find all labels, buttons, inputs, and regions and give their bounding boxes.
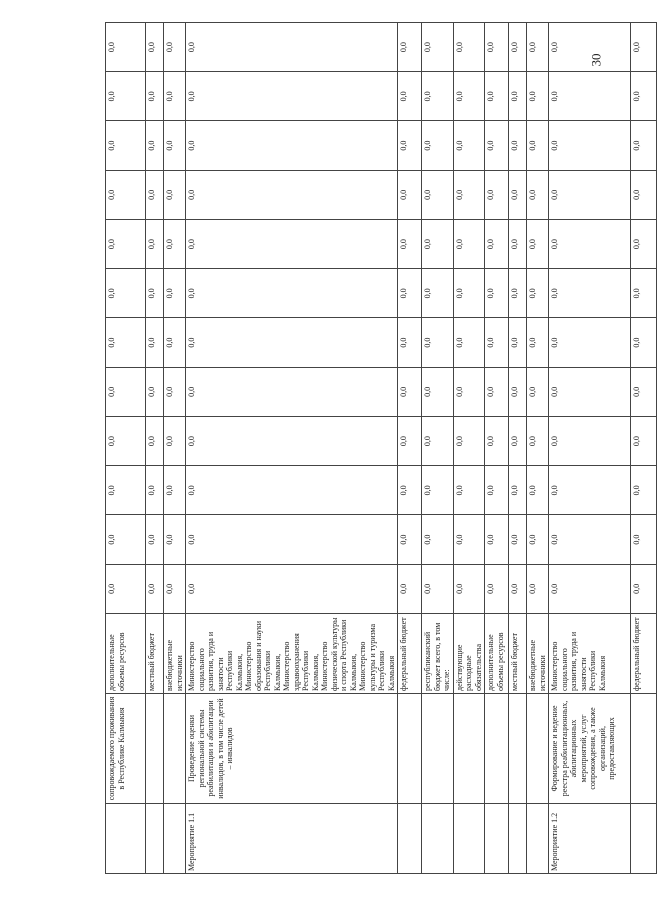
value-cell: 0,0	[631, 269, 657, 318]
value-cell: 0,0	[146, 367, 164, 416]
value-cell: 0,0	[631, 170, 657, 219]
value-cell: 0,0	[631, 367, 657, 416]
value-cell: 0,0	[146, 72, 164, 121]
value-cell: 0,0	[453, 417, 485, 466]
executor-source-cell: Министерство социального развития, труда и занятости Республики Калмыкия	[549, 614, 631, 694]
value-cell: 0,0	[485, 318, 509, 367]
event-cell	[422, 804, 454, 874]
value-cell: 0,0	[485, 170, 509, 219]
value-cell: 0,0	[509, 72, 527, 121]
value-cell: 0,0	[631, 72, 657, 121]
executor-source-cell: федеральный бюджет	[631, 614, 657, 694]
value-cell: 0,0	[186, 318, 398, 367]
value-cell: 0,0	[509, 417, 527, 466]
value-cell: 0,0	[509, 515, 527, 564]
value-cell: 0,0	[509, 23, 527, 72]
value-cell: 0,0	[453, 515, 485, 564]
executor-source-cell: действующие расходные обязательства	[453, 614, 485, 694]
event-cell	[106, 804, 146, 874]
executor-source-cell: местный бюджет	[146, 614, 164, 694]
value-cell: 0,0	[398, 170, 422, 219]
value-cell: 0,0	[549, 318, 631, 367]
value-cell: 0,0	[146, 417, 164, 466]
value-cell: 0,0	[509, 367, 527, 416]
value-cell: 0,0	[164, 269, 186, 318]
event-cell	[398, 804, 422, 874]
value-cell: 0,0	[422, 564, 454, 613]
value-cell: 0,0	[106, 564, 146, 613]
description-cell: Формирование и ведение реестра реабилитационных, абилитационных мероприятий, услуг сопровождения, а также организаций, предоставляющих	[549, 694, 631, 804]
table-row	[631, 23, 657, 874]
value-cell: 0,0	[186, 220, 398, 269]
value-cell: 0,0	[631, 318, 657, 367]
value-cell: 0,0	[453, 367, 485, 416]
value-cell: 0,0	[485, 466, 509, 515]
value-cell: 0,0	[398, 417, 422, 466]
value-cell: 0,0	[527, 269, 549, 318]
value-cell: 0,0	[549, 121, 631, 170]
description-cell	[453, 694, 485, 804]
value-cell: 0,0	[398, 23, 422, 72]
value-cell: 0,0	[527, 121, 549, 170]
value-cell: 0,0	[422, 220, 454, 269]
executor-source-cell: дополнительные объемы ресурсов	[485, 614, 509, 694]
value-cell: 0,0	[398, 72, 422, 121]
value-cell: 0,0	[527, 417, 549, 466]
value-cell: 0,0	[146, 318, 164, 367]
value-cell: 0,0	[453, 269, 485, 318]
event-cell	[146, 804, 164, 874]
description-cell	[631, 694, 657, 804]
value-cell: 0,0	[485, 367, 509, 416]
description-cell: Проведение оценки региональной системы реабилитации и абилитации инвалидов, в том числе детей – инвалидов	[186, 694, 398, 804]
value-cell: 0,0	[453, 170, 485, 219]
value-cell: 0,0	[164, 170, 186, 219]
value-cell: 0,0	[453, 564, 485, 613]
value-cell: 0,0	[549, 23, 631, 72]
value-cell: 0,0	[106, 121, 146, 170]
value-cell: 0,0	[422, 466, 454, 515]
value-cell: 0,0	[164, 23, 186, 72]
table-row	[527, 23, 549, 874]
table-row	[186, 23, 398, 874]
value-cell: 0,0	[631, 466, 657, 515]
value-cell: 0,0	[509, 121, 527, 170]
value-cell: 0,0	[164, 515, 186, 564]
table-row	[509, 23, 527, 874]
value-cell: 0,0	[509, 318, 527, 367]
table-row	[146, 23, 164, 874]
value-cell: 0,0	[186, 466, 398, 515]
value-cell: 0,0	[631, 515, 657, 564]
value-cell: 0,0	[106, 515, 146, 564]
event-cell: Мероприятие 1.1	[186, 804, 398, 874]
table-row	[164, 23, 186, 874]
executor-source-cell: местный бюджет	[509, 614, 527, 694]
value-cell: 0,0	[422, 170, 454, 219]
value-cell: 0,0	[146, 170, 164, 219]
value-cell: 0,0	[485, 72, 509, 121]
value-cell: 0,0	[509, 466, 527, 515]
value-cell: 0,0	[106, 417, 146, 466]
value-cell: 0,0	[398, 121, 422, 170]
value-cell: 0,0	[527, 170, 549, 219]
value-cell: 0,0	[186, 515, 398, 564]
value-cell: 0,0	[485, 515, 509, 564]
value-cell: 0,0	[453, 220, 485, 269]
value-cell: 0,0	[631, 564, 657, 613]
executor-source-cell: дополнительные объемы ресурсов	[106, 614, 146, 694]
value-cell: 0,0	[485, 23, 509, 72]
value-cell: 0,0	[527, 220, 549, 269]
value-cell: 0,0	[146, 269, 164, 318]
value-cell: 0,0	[509, 220, 527, 269]
value-cell: 0,0	[509, 269, 527, 318]
value-cell: 0,0	[549, 515, 631, 564]
value-cell: 0,0	[527, 23, 549, 72]
table-row	[453, 23, 485, 874]
description-cell	[146, 694, 164, 804]
value-cell: 0,0	[485, 269, 509, 318]
value-cell: 0,0	[527, 466, 549, 515]
event-cell	[509, 804, 527, 874]
value-cell: 0,0	[146, 23, 164, 72]
value-cell: 0,0	[106, 466, 146, 515]
event-cell	[527, 804, 549, 874]
value-cell: 0,0	[164, 72, 186, 121]
table-row	[549, 23, 631, 874]
event-cell	[485, 804, 509, 874]
value-cell: 0,0	[549, 564, 631, 613]
value-cell: 0,0	[453, 466, 485, 515]
value-cell: 0,0	[527, 318, 549, 367]
value-cell: 0,0	[549, 417, 631, 466]
description-cell	[509, 694, 527, 804]
value-cell: 0,0	[549, 72, 631, 121]
value-cell: 0,0	[453, 23, 485, 72]
description-cell	[422, 694, 454, 804]
value-cell: 0,0	[422, 367, 454, 416]
value-cell: 0,0	[106, 269, 146, 318]
value-cell: 0,0	[398, 318, 422, 367]
description-cell	[164, 694, 186, 804]
value-cell: 0,0	[631, 417, 657, 466]
value-cell: 0,0	[106, 170, 146, 219]
value-cell: 0,0	[549, 269, 631, 318]
value-cell: 0,0	[422, 72, 454, 121]
value-cell: 0,0	[398, 564, 422, 613]
value-cell: 0,0	[527, 72, 549, 121]
executor-source-cell: внебюджетные источники	[527, 614, 549, 694]
value-cell: 0,0	[422, 417, 454, 466]
value-cell: 0,0	[164, 121, 186, 170]
value-cell: 0,0	[398, 269, 422, 318]
event-cell: Мероприятие 1.2	[549, 804, 631, 874]
value-cell: 0,0	[186, 269, 398, 318]
event-cell	[164, 804, 186, 874]
value-cell: 0,0	[453, 72, 485, 121]
event-cell	[631, 804, 657, 874]
description-cell	[527, 694, 549, 804]
description-cell	[485, 694, 509, 804]
value-cell: 0,0	[485, 121, 509, 170]
value-cell: 0,0	[485, 564, 509, 613]
value-cell: 0,0	[106, 23, 146, 72]
value-cell: 0,0	[509, 170, 527, 219]
value-cell: 0,0	[186, 23, 398, 72]
event-cell	[453, 804, 485, 874]
value-cell: 0,0	[106, 318, 146, 367]
description-cell: сопровождаемого проживания в Республике Калмыкия	[106, 694, 146, 804]
value-cell: 0,0	[164, 367, 186, 416]
value-cell: 0,0	[549, 170, 631, 219]
value-cell: 0,0	[146, 220, 164, 269]
table-row	[106, 23, 146, 874]
value-cell: 0,0	[398, 466, 422, 515]
value-cell: 0,0	[631, 23, 657, 72]
value-cell: 0,0	[146, 515, 164, 564]
value-cell: 0,0	[631, 220, 657, 269]
value-cell: 0,0	[146, 564, 164, 613]
description-cell	[398, 694, 422, 804]
value-cell: 0,0	[164, 564, 186, 613]
value-cell: 0,0	[422, 269, 454, 318]
value-cell: 0,0	[422, 515, 454, 564]
value-cell: 0,0	[422, 121, 454, 170]
value-cell: 0,0	[485, 417, 509, 466]
value-cell: 0,0	[549, 220, 631, 269]
value-cell: 0,0	[422, 318, 454, 367]
table-body	[106, 23, 657, 874]
value-cell: 0,0	[509, 564, 527, 613]
value-cell: 0,0	[106, 367, 146, 416]
value-cell: 0,0	[146, 121, 164, 170]
value-cell: 0,0	[453, 318, 485, 367]
value-cell: 0,0	[485, 220, 509, 269]
value-cell: 0,0	[146, 466, 164, 515]
value-cell: 0,0	[453, 121, 485, 170]
table-row	[422, 23, 454, 874]
table-row	[485, 23, 509, 874]
executor-source-cell: республиканский бюджет всего, в том числе:	[422, 614, 454, 694]
value-cell: 0,0	[527, 564, 549, 613]
value-cell: 0,0	[398, 367, 422, 416]
value-cell: 0,0	[186, 417, 398, 466]
value-cell: 0,0	[186, 72, 398, 121]
value-cell: 0,0	[527, 367, 549, 416]
value-cell: 0,0	[186, 564, 398, 613]
value-cell: 0,0	[186, 170, 398, 219]
value-cell: 0,0	[549, 466, 631, 515]
budget-table	[105, 22, 657, 874]
page-number: 30	[588, 53, 604, 67]
executor-source-cell: Министерство социального развития, труда и занятости Республики Калмыкия, Министерство образования и науки Республики Калмыкия, Министерство здравоохранения Республики Калмыкия, Министерство физической культуры и спорта Республики Калмыкия, Министерство культуры и туризма Республики Калмыкия	[186, 614, 398, 694]
value-cell: 0,0	[631, 121, 657, 170]
value-cell: 0,0	[164, 466, 186, 515]
value-cell: 0,0	[398, 220, 422, 269]
executor-source-cell: федеральный бюджет	[398, 614, 422, 694]
value-cell: 0,0	[527, 515, 549, 564]
value-cell: 0,0	[398, 515, 422, 564]
value-cell: 0,0	[549, 367, 631, 416]
value-cell: 0,0	[186, 367, 398, 416]
value-cell: 0,0	[106, 220, 146, 269]
value-cell: 0,0	[186, 121, 398, 170]
executor-source-cell: внебюджетные источники	[164, 614, 186, 694]
value-cell: 0,0	[422, 23, 454, 72]
value-cell: 0,0	[164, 417, 186, 466]
value-cell: 0,0	[164, 318, 186, 367]
value-cell: 0,0	[106, 72, 146, 121]
value-cell: 0,0	[164, 220, 186, 269]
table-row	[398, 23, 422, 874]
